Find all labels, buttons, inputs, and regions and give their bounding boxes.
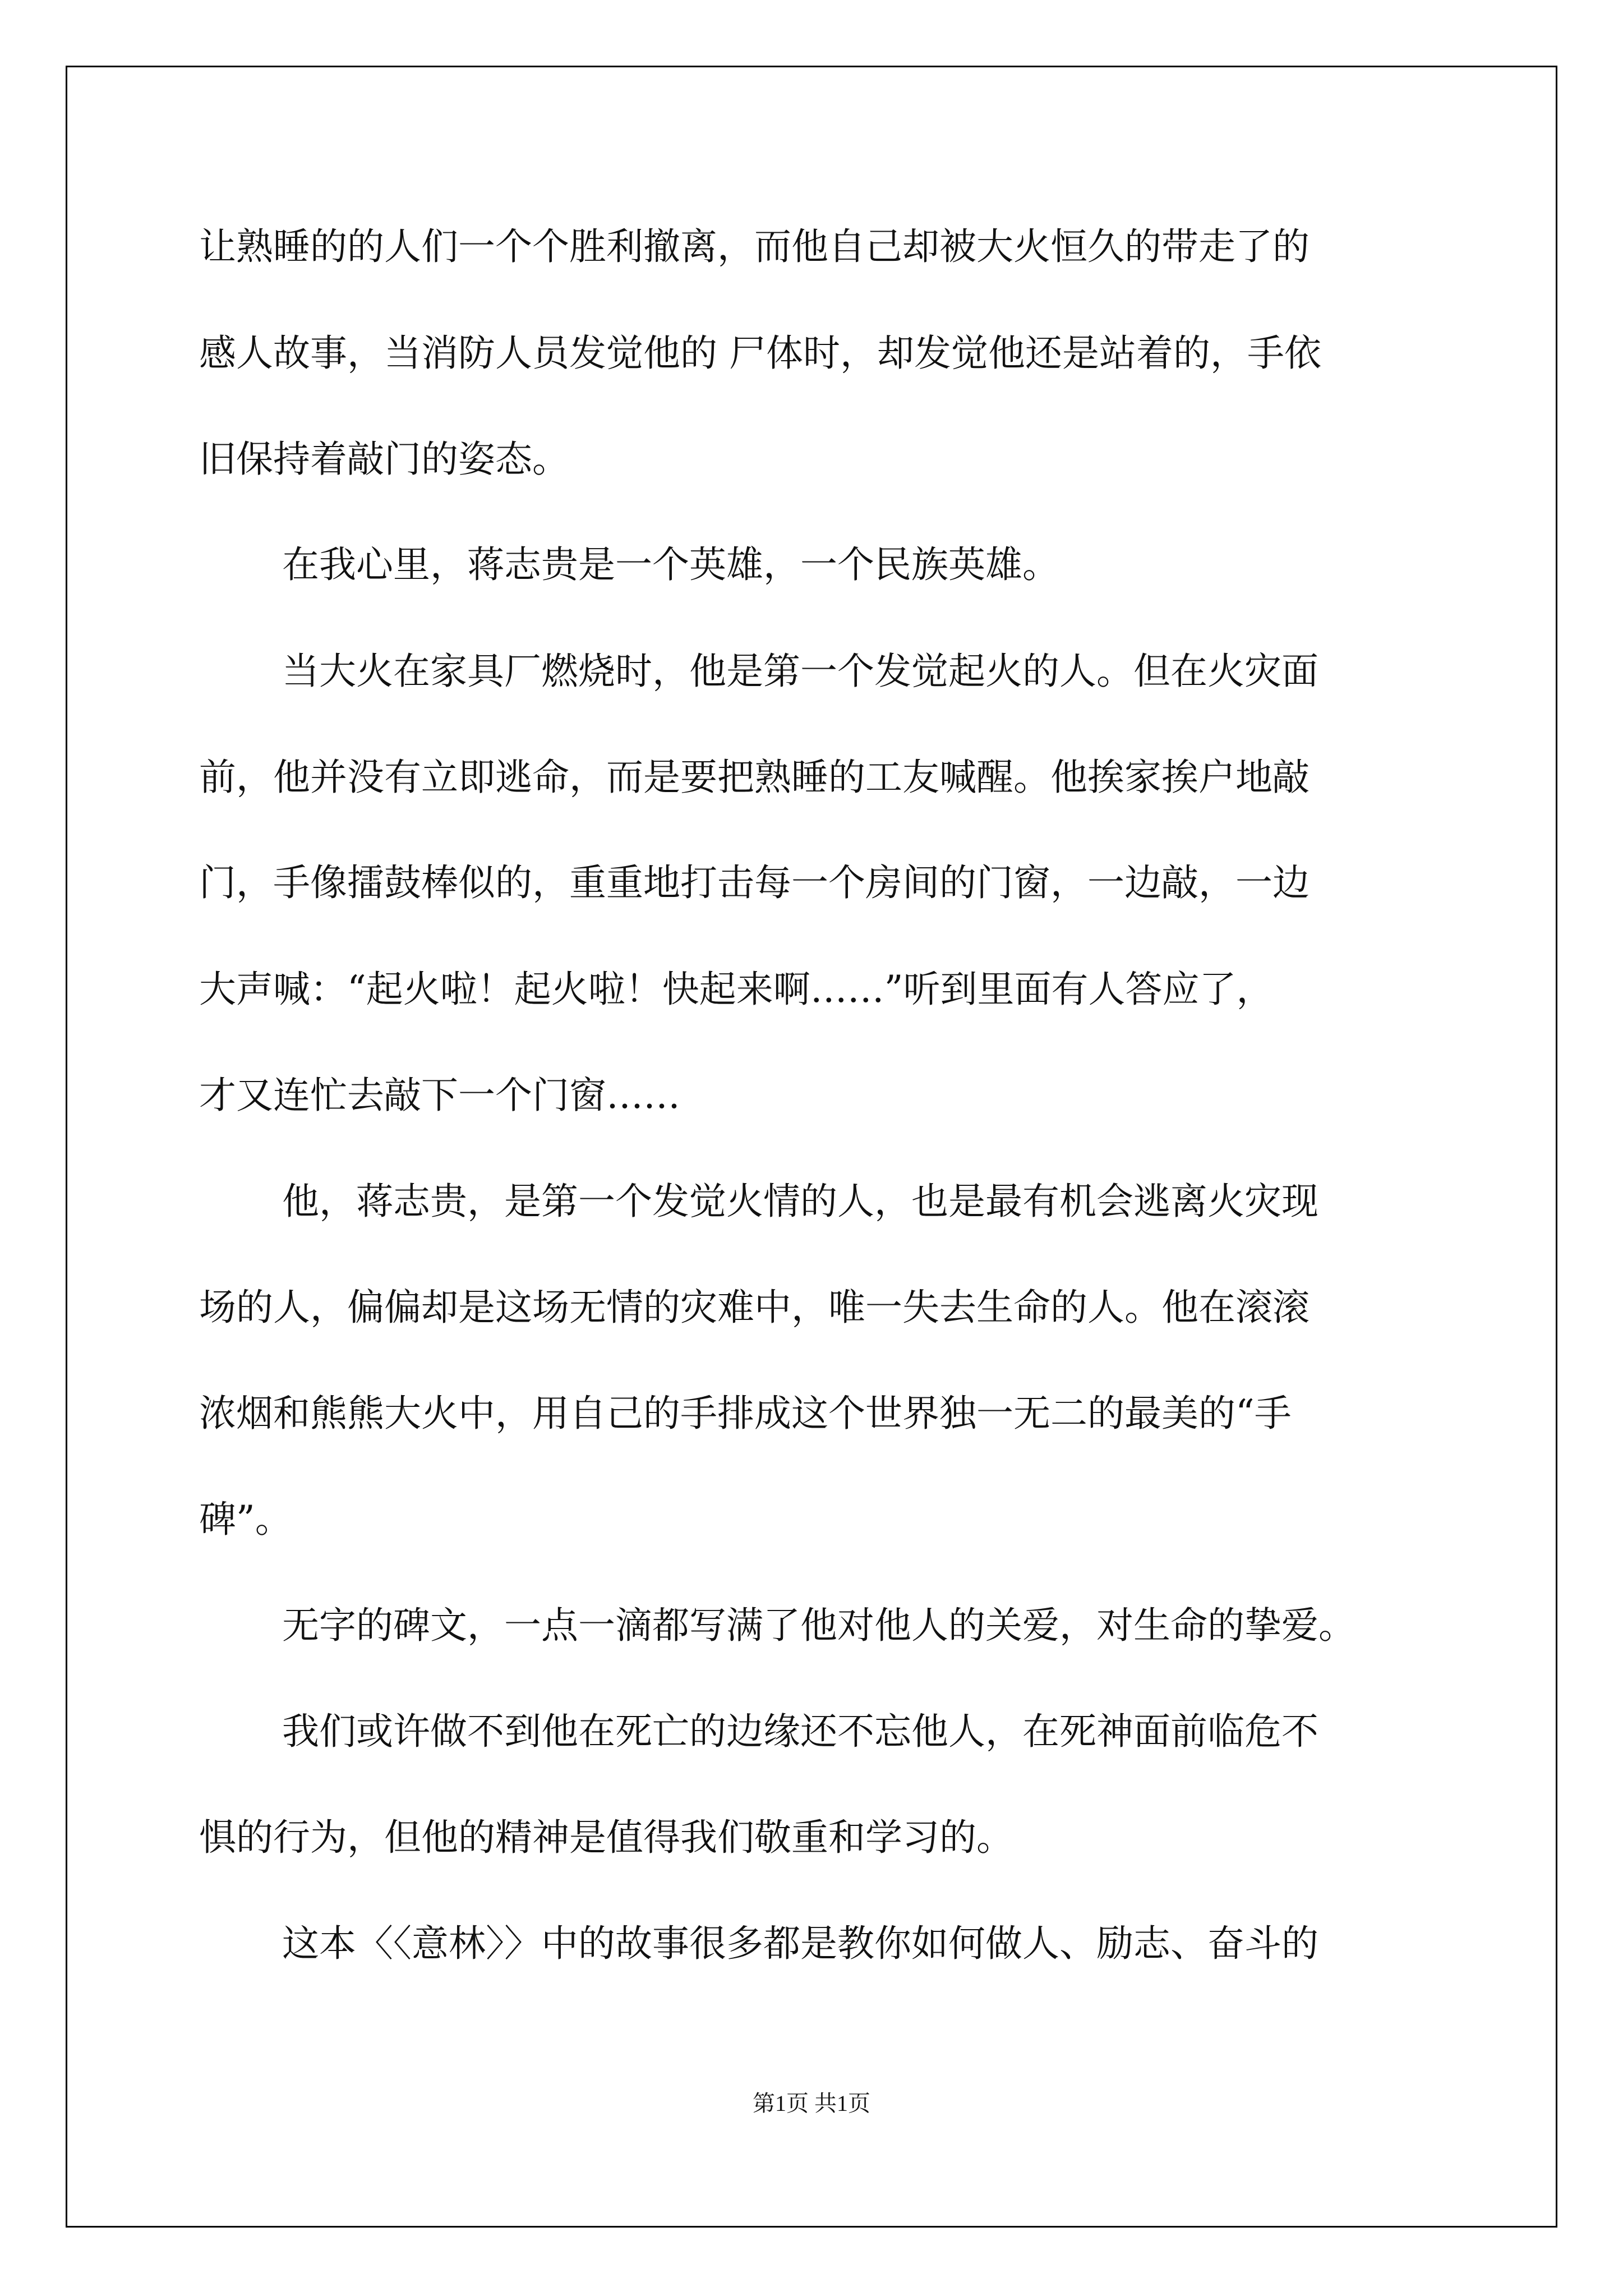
text-line: 在我心里，蒋志贵是一个英雄，一个民族英雄。 (282, 543, 1059, 586)
text-line: 让熟睡的的人们一个个胜利撤离，而他自己却被大火恒久的带走了的 (199, 225, 1310, 268)
text-line: 旧保持着敲门的姿态。 (199, 438, 569, 481)
text-line: 浓烟和熊熊大火中，用自己的手排成这个世界独一无二的最美的“手 (199, 1392, 1292, 1435)
page-number: 第1页 共1页 (753, 2091, 870, 2116)
page-border (66, 66, 1557, 2228)
text-line: 当大火在家具厂燃烧时，他是第一个发觉起火的人。但在火灾面 (282, 650, 1318, 693)
text-line: 才又连忙去敲下一个门窗…… (199, 1074, 680, 1117)
text-line: 场的人，偏偏却是这场无情的灾难中，唯一失去生命的人。他在滚滚 (199, 1286, 1310, 1329)
text-line: 这本〈〈意林〉〉中的故事很多都是教你如何做人、励志、奋斗的 (282, 1922, 1318, 1965)
text-line: 惧的行为，但他的精神是值得我们敬重和学习的。 (199, 1816, 1013, 1859)
text-line: 我们或许做不到他在死亡的边缘还不忘他人，在死神面前临危不 (282, 1710, 1318, 1753)
text-line: 门，手像擂鼓棒似的，重重地打击每一个房间的门窗，一边敲，一边 (199, 861, 1310, 904)
text-line: 感人故事，当消防人员发觉他的 尸体时，却发觉他还是站着的，手依 (199, 332, 1321, 375)
text-line: 他，蒋志贵，是第一个发觉火情的人，也是最有机会逃离火灾现 (282, 1180, 1318, 1223)
text-line: 大声喊：“起火啦！起火啦！快起来啊……”听到里面有人答应了， (199, 968, 1274, 1011)
text-line: 前，他并没有立即逃命，而是要把熟睡的工友喊醒。他挨家挨户地敲 (199, 756, 1310, 799)
text-line: 无字的碑文，一点一滴都写满了他对他人的关爱，对生命的挚爱。 (282, 1604, 1355, 1647)
text-line: 碑”。 (199, 1498, 292, 1541)
